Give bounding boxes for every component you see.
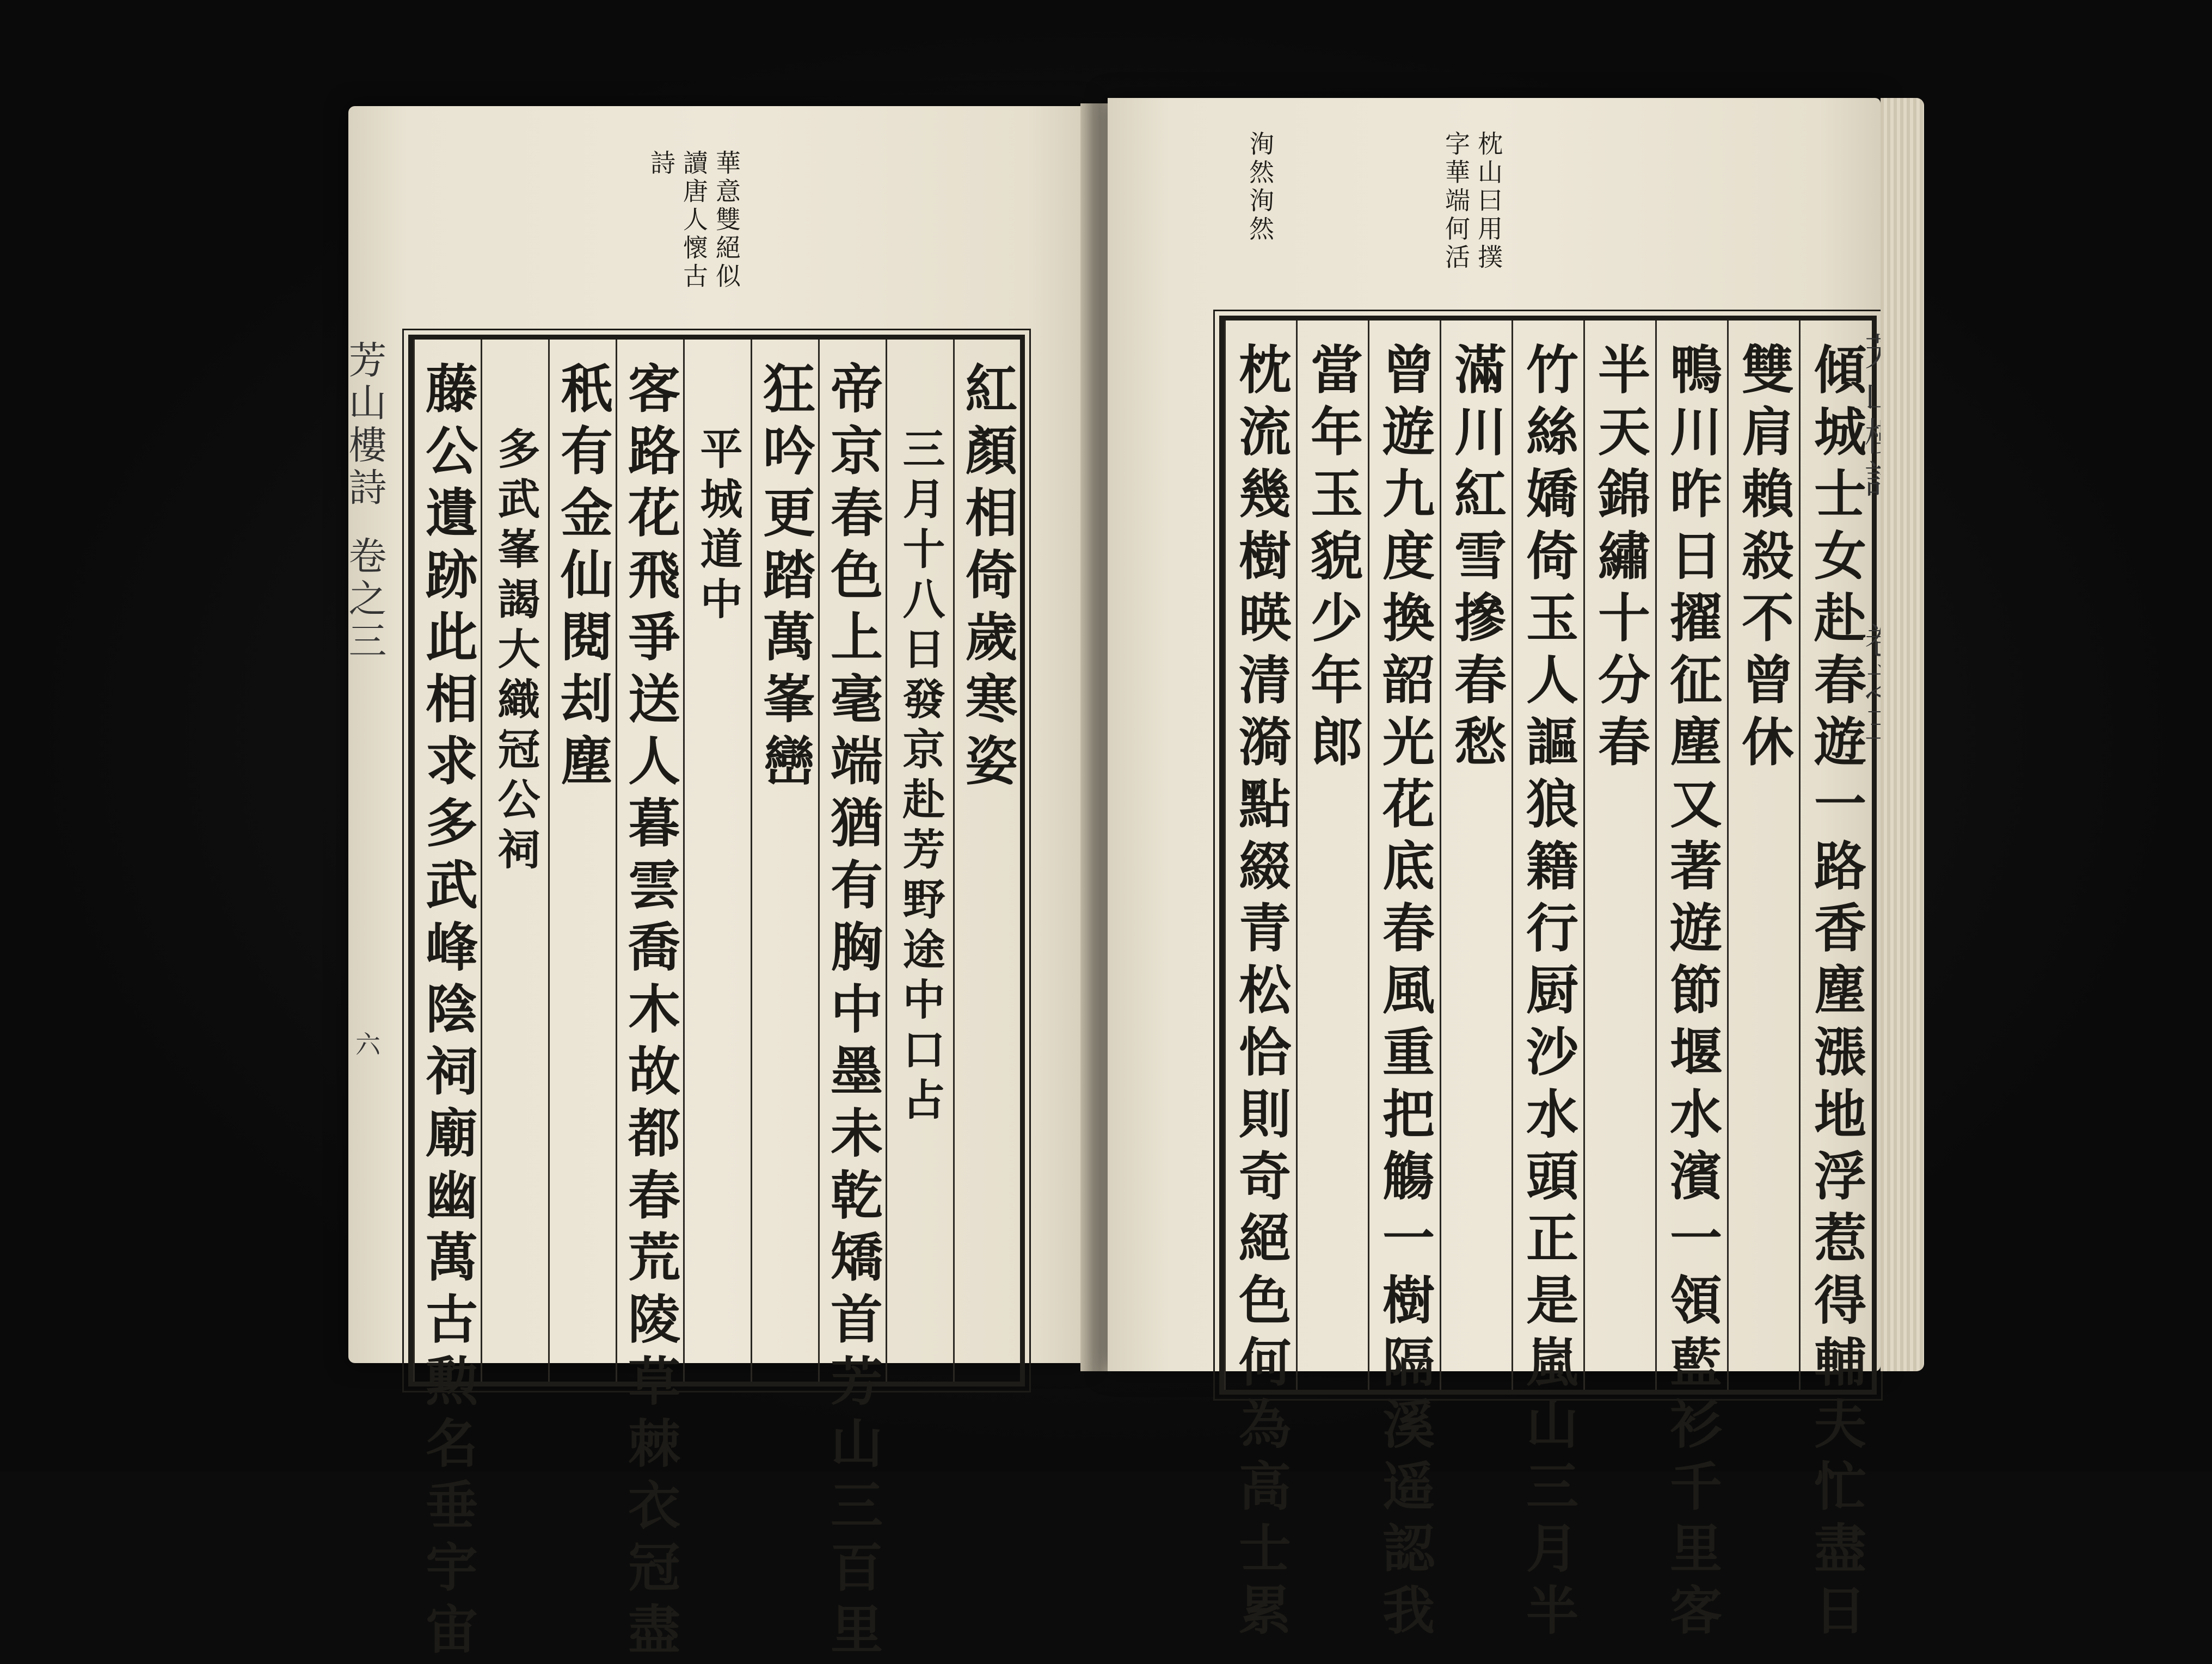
text-column: 客路花飛爭送人暮雲喬木故都春荒陵草棘衣冠盡	[616, 340, 683, 1382]
text-column: 枕流幾樹暎清漪點綴青松恰則奇絕色何為高士累	[1224, 321, 1296, 1390]
annotation-line: 字華端何活	[1441, 131, 1471, 272]
text-column: 當年玉貌少年郎	[1296, 321, 1368, 1390]
text-column: 狂吟更踏萬峯巒	[751, 340, 818, 1382]
annotation-line: 讀唐人懷古	[679, 150, 709, 291]
right-margin-annotation	[1216, 131, 1521, 310]
right-text-frame	[1219, 316, 1877, 1645]
text-column: 鴨川昨日擢征塵又著遊節堰水濱一領藍衫千里客	[1655, 321, 1727, 1390]
annotation-line: 枕山曰用撲	[1474, 131, 1503, 272]
text-column: 多武峯謁大織冠公祠	[481, 340, 548, 1382]
spine-volume: 卷之三	[342, 536, 387, 663]
text-column: 平城道中	[683, 340, 751, 1382]
text-column: 帝京春色上毫端猶有胸中墨未乾矯首芳山三百里	[818, 340, 886, 1382]
annotation-line: 洵然洵然	[1245, 131, 1275, 244]
text-column: 半天錦繡十分春	[1583, 321, 1655, 1390]
text-column: 雙肩賴殺不曾休	[1727, 321, 1799, 1390]
text-column: 曾遊九度換韶光花底春風重把觴一樹隔溪遥認我	[1368, 321, 1440, 1390]
text-column: 三月十八日發京赴芳野途中口占	[886, 340, 953, 1382]
text-column: 滿川紅雪摻春愁	[1440, 321, 1511, 1390]
left-text-frame	[408, 335, 1025, 1664]
left-margin-annotation	[563, 150, 759, 313]
annotation-line: 詩	[647, 150, 676, 178]
text-column: 傾城士女赴春遊一路香塵漲地浮惹得輔夫忙盡日	[1799, 321, 1872, 1390]
text-column: 紅顏相倚歲寒姿	[953, 340, 1020, 1382]
text-column: 秖有金仙閱刦塵	[548, 340, 616, 1382]
right-page	[1108, 98, 1881, 1645]
left-page	[342, 106, 1086, 1664]
annotation-line: 華意雙絕似	[712, 150, 741, 291]
page-edge	[1881, 98, 1924, 1371]
text-column: 竹絲嬌倚玉人謳狼籍行厨沙水頭正是嵐山三月半	[1511, 321, 1583, 1390]
page-number: 六	[352, 1031, 381, 1056]
text-column: 藤公遺跡此相求多武峰陰祠廟幽萬古勲名垂宇宙	[413, 340, 481, 1382]
spine-title: 芳山樓詩	[342, 340, 387, 510]
